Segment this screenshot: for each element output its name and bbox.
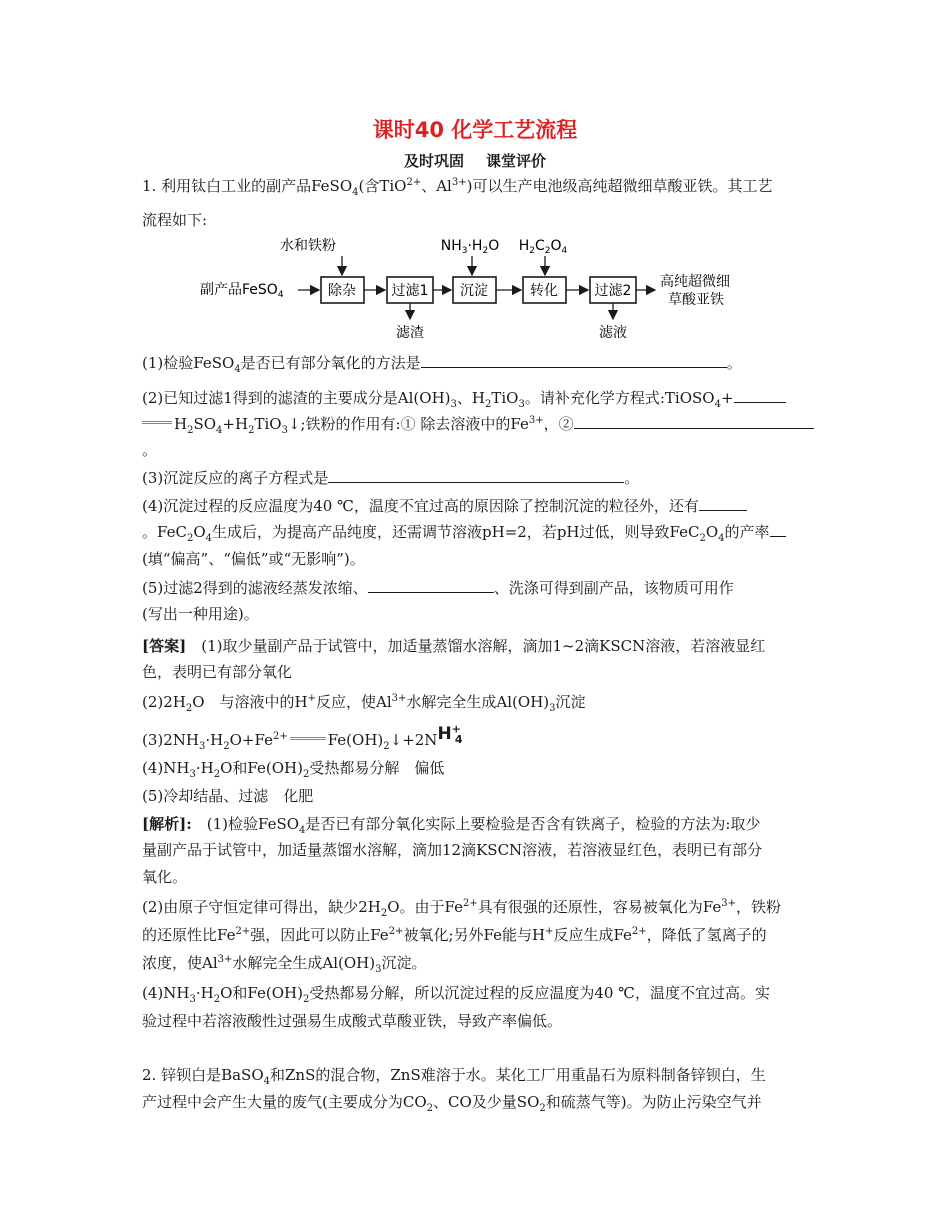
- text: (3)沉淀反应的离子方程式是: [142, 469, 329, 487]
- superscript: 2+: [272, 731, 288, 742]
- text: (2)已知过滤1得到的滤渣的主要成分是Al(OH): [142, 389, 451, 407]
- text: (4)NH: [142, 759, 190, 777]
- text: 是否已有部分氧化实际上要检验是否含有铁离子，检验的方法为:取少: [305, 815, 761, 833]
- subscript: 2: [699, 533, 706, 544]
- q1-part-2: [142, 388, 822, 408]
- text: O和Fe(OH): [220, 759, 303, 777]
- flow-output-residue: 滤渣: [396, 325, 424, 341]
- subscript: 3: [549, 703, 556, 714]
- analysis-line-5: [142, 925, 822, 945]
- answer-blank[interactable]: [699, 496, 747, 511]
- flow-box-filter-1: 过滤1: [391, 283, 429, 299]
- subscript: 2: [248, 425, 255, 436]
- superscript: 2+: [631, 926, 647, 937]
- text: O+Fe: [229, 731, 273, 749]
- subscript: 4: [263, 1076, 270, 1087]
- answer-line-5: (5)冷却结晶、过滤 化肥: [142, 787, 314, 805]
- q1-part-4: [142, 496, 822, 516]
- analysis-line-1: [142, 814, 822, 834]
- superscript: 2+: [388, 926, 404, 937]
- subtitle-part: 及时巩固: [403, 152, 464, 170]
- text: ，铁粉: [735, 898, 781, 916]
- answer-line-3: [142, 722, 822, 752]
- q2-line-2: [142, 1092, 822, 1112]
- text: )可以生产电池级高纯超微细草酸亚铁。其工艺: [466, 177, 773, 195]
- subscript: 3: [375, 964, 382, 975]
- text: 产过程中会产生大量的废气(主要成分为CO: [142, 1093, 427, 1111]
- q1-part-4-cont: [142, 522, 822, 542]
- text: TiO: [491, 389, 519, 407]
- subscript: 4: [216, 425, 223, 436]
- text: ·H: [195, 759, 214, 777]
- text: 是否已有部分氧化的方法是: [240, 354, 421, 372]
- answer-line-1: [142, 636, 822, 656]
- analysis-line-6: [142, 953, 822, 973]
- subscript: 4: [714, 399, 721, 410]
- q1-intro-line: [142, 176, 822, 196]
- subscript: 3: [518, 399, 525, 410]
- subscript: 2: [185, 703, 193, 714]
- answer-blank[interactable]: [734, 388, 786, 403]
- text: 。: [624, 469, 640, 487]
- superscript: 3+: [391, 693, 407, 704]
- analysis-line-7: [142, 983, 822, 1003]
- flow-input: 副产品FeSO$_4$: [200, 282, 284, 300]
- analysis-line-8: 验过程中若溶液酸性过强易生成酸式草酸亚铁，导致产率偏低。: [142, 1012, 563, 1030]
- answer-label: [答案]: [142, 637, 187, 655]
- ammonium-formula: $H^+_4$: [437, 722, 463, 747]
- text: ↓+2N: [389, 731, 438, 749]
- reagent-oxalic-acid: $H_2C_2O_4$: [518, 238, 568, 256]
- q1-part-4-end: (填“偏高”、“偏低”或“无影响”)。: [142, 550, 365, 568]
- text: 和硫蒸气等)。为防止污染空气并: [545, 1093, 762, 1111]
- text: (1)检验FeSO: [206, 815, 300, 833]
- answer-blank[interactable]: [770, 522, 786, 537]
- subscript: 3: [199, 741, 206, 752]
- text: SO: [193, 415, 217, 433]
- text: 沉淀: [555, 693, 586, 711]
- text: ，降低了氢离子的: [646, 926, 767, 944]
- text: O: [193, 523, 206, 541]
- analysis-line-2: 量副产品于试管中，加适量蒸馏水溶解，滴加12滴KSCN溶液，若溶液显红色，表明已有部分: [142, 841, 763, 859]
- text: (含TiO: [358, 177, 407, 195]
- equals-sign: [290, 737, 326, 746]
- text: ↓;铁粉的作用有:① 除去溶液中的Fe: [287, 415, 529, 433]
- text: (2)2H: [142, 693, 186, 711]
- q1-part-3: [142, 468, 822, 488]
- superscript: 3+: [528, 415, 544, 426]
- text: 水解完全生成Al(OH): [232, 954, 376, 972]
- subscript: 3: [189, 994, 196, 1005]
- text: 反应生成Fe: [553, 926, 632, 944]
- text: +H: [222, 415, 249, 433]
- superscript: 3+: [451, 177, 467, 188]
- text: 水解完全生成Al(OH): [406, 693, 550, 711]
- text: (1)检验FeSO: [142, 354, 235, 372]
- subscript: 2: [380, 908, 388, 919]
- reagent-ammonia: $NH_3\cdot H_2O$: [440, 238, 500, 256]
- q2-line-1: [142, 1065, 822, 1085]
- flow-box-impurity-removal: 除杂: [328, 283, 356, 299]
- text: O: [705, 523, 719, 541]
- text: 沉淀。: [381, 954, 427, 972]
- answer-line-2: [142, 692, 822, 712]
- analysis-line-4: [142, 897, 822, 917]
- reagent-water-iron: 水和铁粉: [280, 238, 336, 254]
- text: 。请补充化学方程式:TiOSO: [524, 389, 715, 407]
- text: (5)过滤2得到的滤液经蒸发浓缩、: [142, 579, 368, 597]
- flow-box-conversion: 转化: [530, 283, 558, 299]
- text: (1)取少量副产品于试管中，加适量蒸馏水溶解，滴加1~2滴KSCN溶液，若溶液显红: [201, 637, 766, 655]
- answer-blank[interactable]: [574, 414, 814, 429]
- subscript: 2: [302, 769, 310, 780]
- q1-part-2-cont: [142, 414, 822, 434]
- subscript: 2: [213, 994, 221, 1005]
- subtitle-part: 课堂评价: [486, 152, 547, 170]
- text: 。: [726, 354, 742, 372]
- subscript: 2: [213, 769, 221, 780]
- text: ·H: [195, 984, 214, 1002]
- process-flow-diagram: [200, 234, 760, 346]
- text: (4)沉淀过程的反应温度为40 ℃，温度不宜过高的原因除了控制沉淀的粒径外，还有: [142, 497, 699, 515]
- text: +: [720, 389, 734, 407]
- text: 受热都易分解 偏低: [309, 759, 445, 777]
- text: TiO: [254, 415, 282, 433]
- text: 浓度，使Al: [142, 954, 218, 972]
- subscript: 2: [302, 994, 310, 1005]
- flow-box-precipitation: 沉淀: [460, 283, 488, 299]
- superscript: 2+: [235, 926, 251, 937]
- text: 生成后，为提高产品纯度，还需调节溶液pH=2，若pH过低，则导致FeC: [212, 523, 700, 541]
- text: Fe(OH): [327, 731, 384, 749]
- text: ，②: [543, 415, 574, 433]
- text: 受热都易分解，所以沉淀过程的反应温度为40 ℃，温度不宜过高。实: [309, 984, 770, 1002]
- superscript: +: [545, 926, 554, 937]
- answer-blank[interactable]: [328, 468, 624, 483]
- text: 具有很强的还原性，容易被氧化为Fe: [477, 898, 722, 916]
- page-title: 课时40 化学工艺流程: [372, 118, 578, 142]
- text: 。FeC: [142, 523, 187, 541]
- superscript: +: [307, 693, 317, 704]
- answer-blank[interactable]: [368, 578, 494, 593]
- text: 、Al: [421, 177, 452, 195]
- superscript: 3+: [217, 954, 233, 965]
- subscript: 4: [234, 364, 241, 375]
- q1-part-2-end: 。: [142, 441, 158, 459]
- q1-part-5: [142, 578, 822, 598]
- answer-line-4: [142, 758, 822, 778]
- answer-blank[interactable]: [421, 353, 727, 368]
- text: (3)2NH: [142, 731, 199, 749]
- superscript: 2+: [463, 898, 478, 909]
- analysis-label: [解析]:: [142, 815, 192, 833]
- text: 、H: [456, 389, 485, 407]
- superscript: 2+: [406, 177, 422, 188]
- answer-line-1-cont: 色，表明已有部分氧化: [142, 663, 293, 681]
- text: 反应，使Al: [316, 693, 392, 711]
- text: (4)NH: [142, 984, 190, 1002]
- q1-part-1: [142, 353, 822, 373]
- flow-box-filter-2: 过滤2: [594, 283, 632, 299]
- text: H: [174, 415, 188, 433]
- text: 1. 利用钛白工业的副产品FeSO: [142, 177, 353, 195]
- subscript: 3: [281, 425, 288, 436]
- text: 的产率: [724, 523, 770, 541]
- subscript: 2: [223, 741, 230, 752]
- page-subtitle: [0, 150, 950, 171]
- text: 2. 锌钡白是BaSO: [142, 1066, 264, 1084]
- q1-part-5-end: (写出一种用途)。: [142, 605, 259, 623]
- text: O。由于Fe: [387, 898, 464, 916]
- q1-intro-line: 流程如下:: [142, 211, 208, 229]
- subscript: 4: [352, 187, 359, 198]
- flow-product-line-2: 草酸亚铁: [668, 292, 724, 308]
- text: 、洗涤可得到副产品，该物质可用作: [493, 579, 734, 597]
- subscript: 2: [186, 533, 194, 544]
- subscript: 3: [450, 399, 457, 410]
- subscript: 4: [205, 533, 213, 544]
- text: O 与溶液中的H: [192, 693, 308, 711]
- subscript: 2: [539, 1103, 546, 1114]
- subscript: 4: [718, 533, 725, 544]
- text: 和ZnS的混合物，ZnS难溶于水。某化工厂用重晶石为原料制备锌钡白，生: [270, 1066, 766, 1084]
- flow-output-filtrate: 滤液: [599, 325, 627, 341]
- text: 被氧化;另外Fe能与H: [403, 926, 546, 944]
- equals-sign: [142, 421, 172, 430]
- subscript: 3: [189, 769, 196, 780]
- subscript: 4: [299, 825, 306, 836]
- superscript: 3+: [721, 898, 736, 909]
- subscript: 2: [426, 1103, 434, 1114]
- text: ·H: [205, 731, 224, 749]
- flow-product-line-1: 高纯超微细: [660, 274, 730, 290]
- subscript: 2: [484, 399, 492, 410]
- text: 强，因此可以防止Fe: [250, 926, 389, 944]
- text: O和Fe(OH): [220, 984, 303, 1002]
- text: (2)由原子守恒定律可得出，缺少2H: [142, 898, 381, 916]
- text: 的还原性比Fe: [142, 926, 236, 944]
- subscript: 2: [187, 425, 194, 436]
- analysis-line-3: 氧化。: [142, 868, 188, 886]
- subscript: 2: [383, 741, 390, 752]
- text: 、CO及少量SO: [433, 1093, 540, 1111]
